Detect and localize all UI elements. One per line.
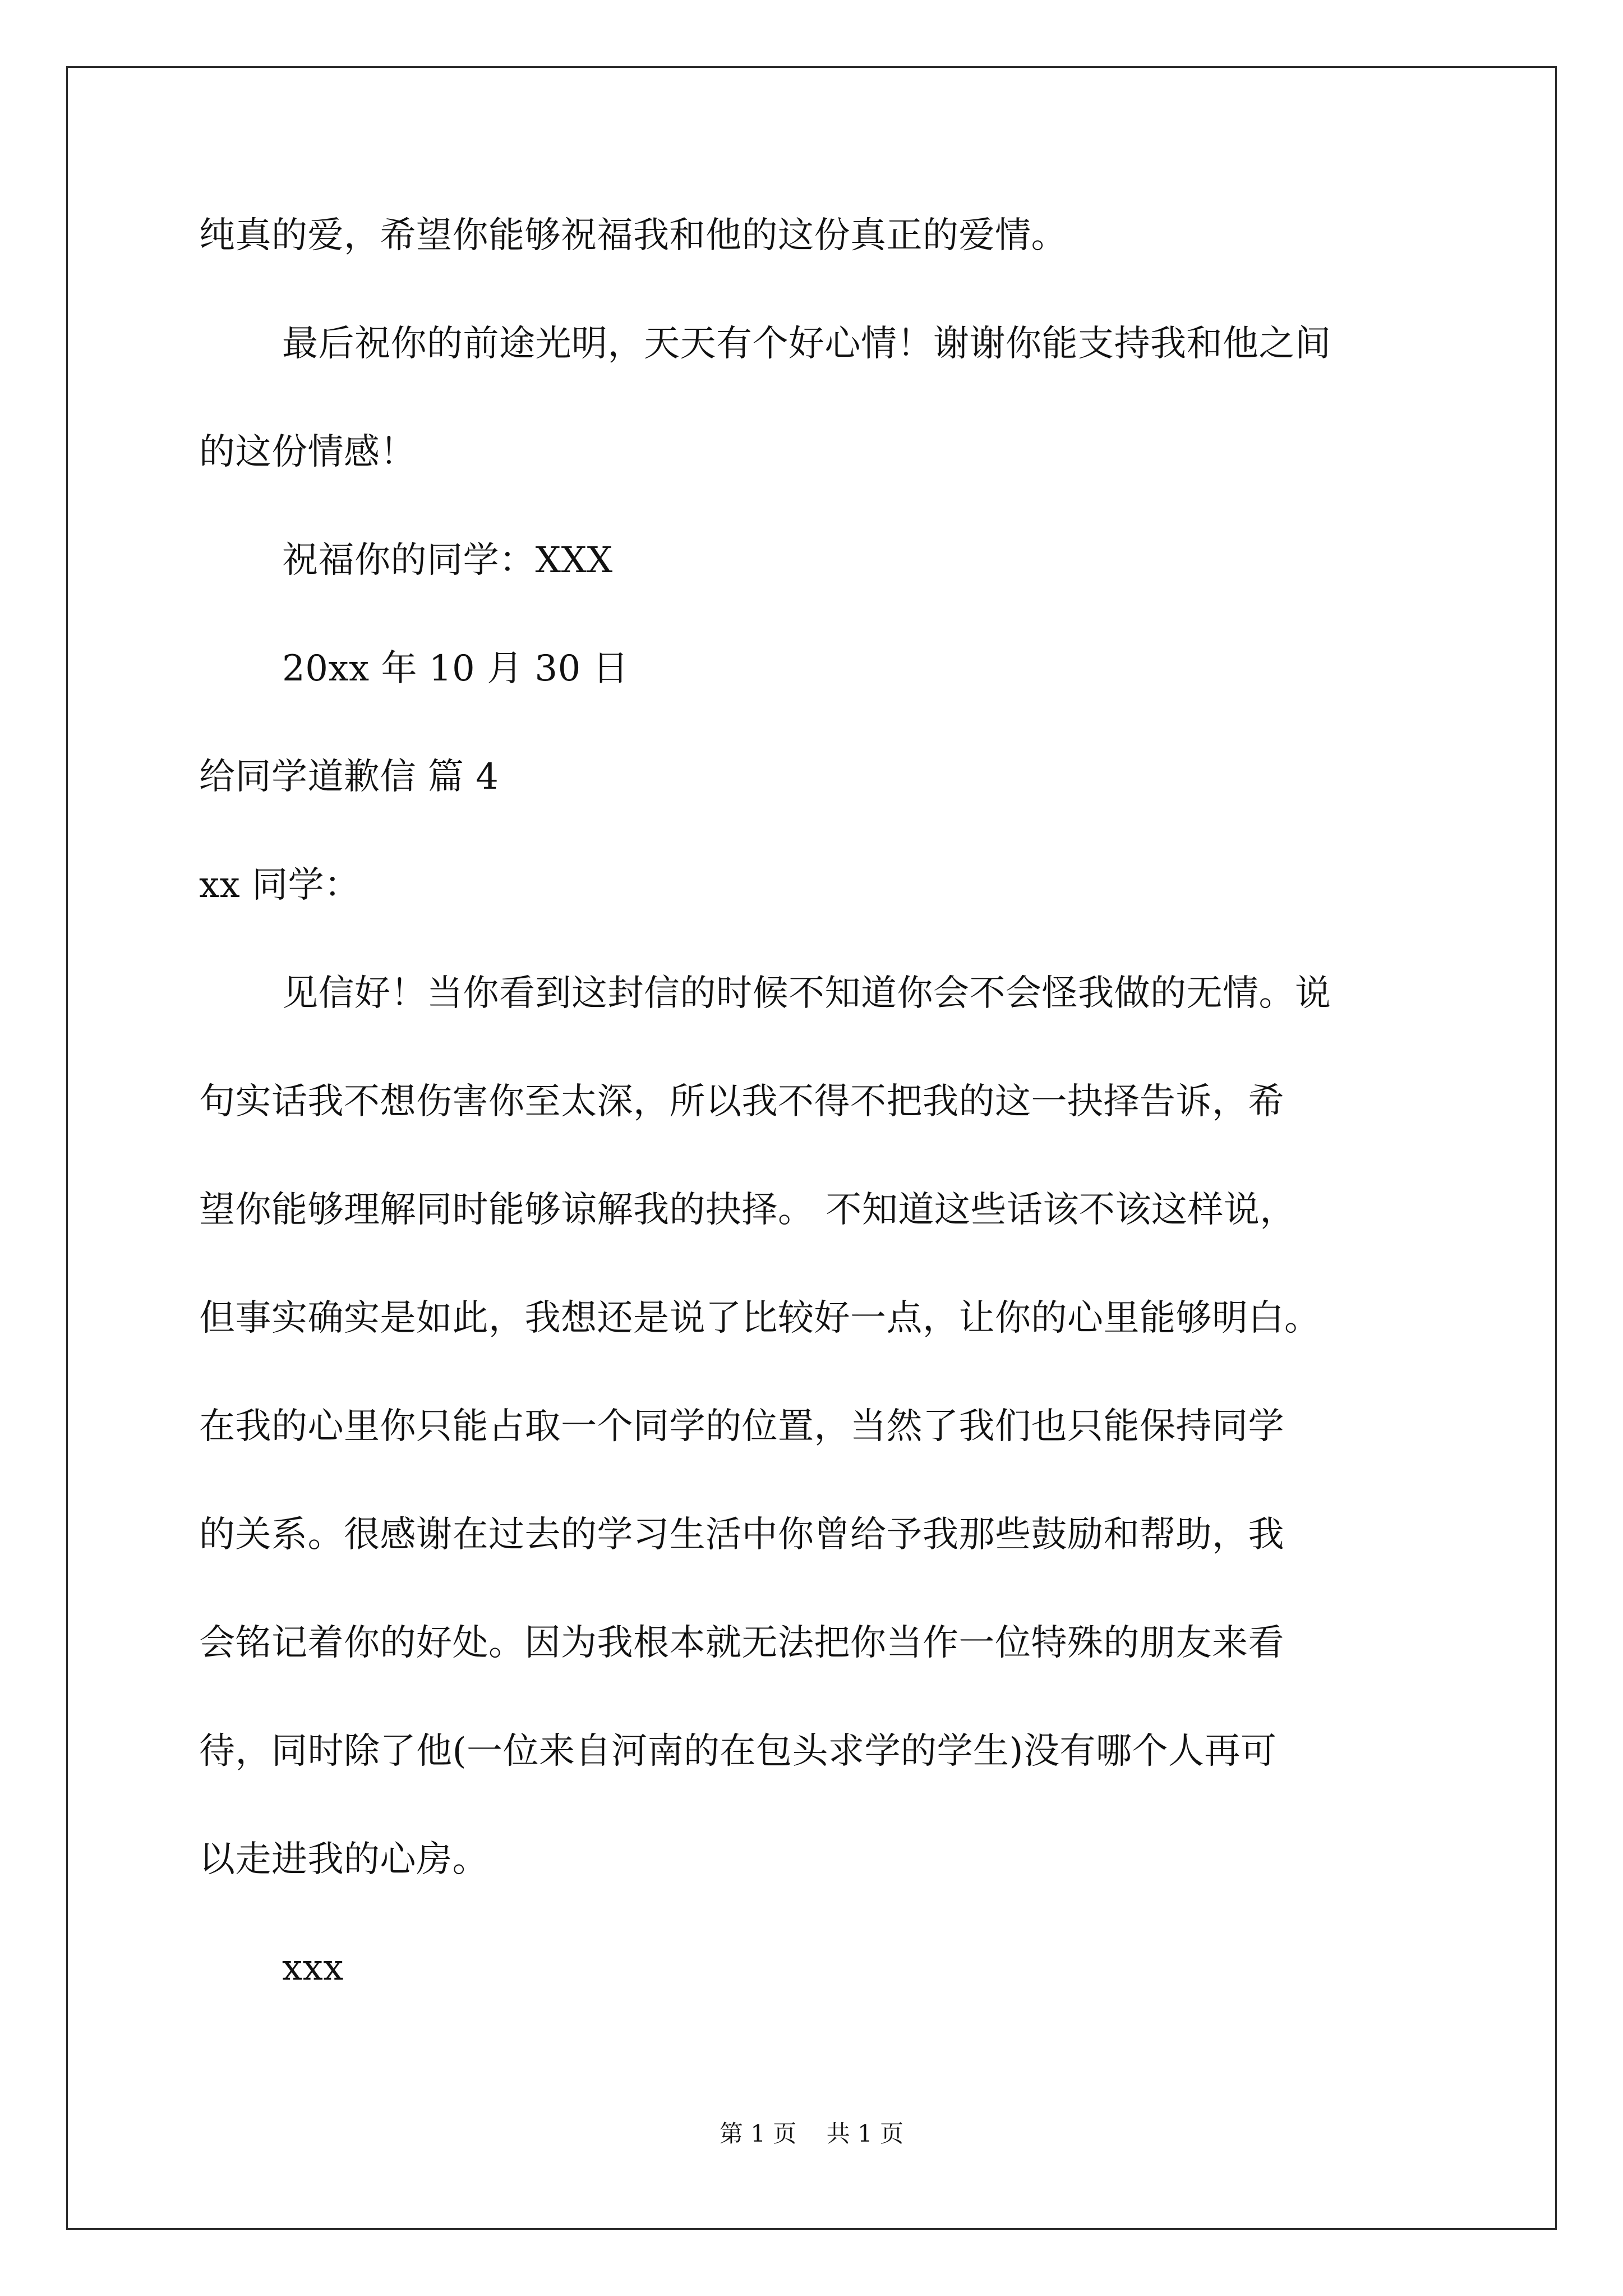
letter-body-line: 在我的心里你只能占取一个同学的位置，当然了我们也只能保持同学 bbox=[199, 1406, 1284, 1447]
letter-body-line: 望你能够理解同时能够谅解我的抉择。 不知道这些话该不该这样说， bbox=[199, 1189, 1296, 1231]
section-heading: 给同学道歉信 篇 4 bbox=[199, 756, 499, 798]
page-footer: 第 1 页 共 1 页 bbox=[719, 2120, 904, 2147]
text-line: 的这份情感！ bbox=[199, 431, 416, 473]
letter-body-line: 但事实确实是如此，我想还是说了比较好一点，让你的心里能够明白。 bbox=[199, 1297, 1321, 1339]
closing-paragraph-line: 最后祝你的前途光明，天天有个好心情！谢谢你能支持我和他之间 bbox=[282, 323, 1331, 365]
letter-body-line: 会铭记着你的好处。因为我根本就无法把你当作一位特殊的朋友来看 bbox=[199, 1622, 1284, 1664]
letter-body-line: 句实话我不想伤害你至太深，所以我不得不把我的这一抉择告诉，希 bbox=[199, 1081, 1284, 1122]
salutation: xx 同学： bbox=[199, 864, 361, 906]
page-frame bbox=[66, 66, 1557, 2230]
text-line: 纯真的爱，希望你能够祝福我和他的这份真正的爱情。 bbox=[199, 215, 1067, 256]
date-line: 20xx 年 10 月 30 日 bbox=[282, 648, 629, 689]
letter-body-line: 见信好！当你看到这封信的时候不知道你会不会怪我做的无情。说 bbox=[282, 973, 1331, 1014]
letter-body-line: 待，同时除了他(一位来自河南的在包头求学的学生)没有哪个人再可 bbox=[199, 1731, 1277, 1772]
signature-line: 祝福你的同学：XXX bbox=[282, 540, 613, 581]
letter-body-line: 以走进我的心房。 bbox=[199, 1839, 488, 1880]
letter-signature: xxx bbox=[282, 1947, 344, 1989]
letter-body-line: 的关系。很感谢在过去的学习生活中你曾给予我那些鼓励和帮助，我 bbox=[199, 1514, 1284, 1556]
